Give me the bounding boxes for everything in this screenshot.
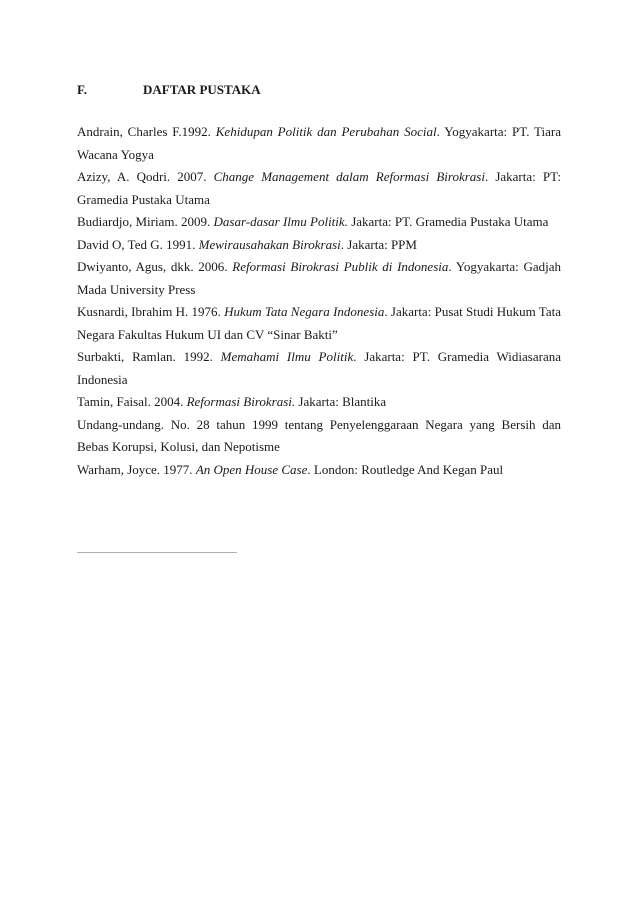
reference-entry [77,346,561,391]
reference-publisher: Jakarta: PT. Gramedia Pustaka Utama [347,214,549,229]
reference-author-year: Kusnardi, Ibrahim H. 1976. [77,304,225,319]
reference-publisher: . London: Routledge And Kegan Paul [307,461,504,477]
reference-title: Reformasi Birokrasi Publik di Indonesia [232,259,449,274]
reference-entry [77,234,561,257]
reference-entry [77,301,561,346]
reference-author-year: Dwiyanto, Agus, dkk. 2006. [77,259,233,274]
section-title: DAFTAR PUSTAKA [143,82,261,97]
reference-publisher: . Jakarta: PPM [340,236,417,252]
reference-title: Hukum Tata Negara Indonesia [224,304,385,319]
reference-author-year: Budiardjo, Miriam. 2009. [77,214,214,229]
reference-entry [77,166,561,211]
reference-entry [77,459,561,482]
reference-title: Change Management dalam Reformasi Birokrasi [213,169,485,184]
reference-title: An Open House Case [195,461,308,477]
reference-entry [77,256,561,301]
reference-author-year: Surbakti, Ramlan. 1992. [77,349,221,364]
reference-publisher: . Yogyakarta: PT. Tiara Wacana Yogya [77,124,562,162]
reference-entry [77,121,561,166]
reference-author-year: Tamin, Faisal. 2004. [77,394,187,409]
reference-publisher: . Jakarta: Pusat Studi Hukum Tata Negara Fakultas Hukum UI dan CV “Sinar Bakti” [77,304,561,342]
reference-title: Mewirausahakan Birokrasi [198,236,341,252]
reference-entry [77,414,561,459]
reference-publisher: Jakarta: Blantika [295,394,387,409]
section-number: F. [77,82,87,97]
reference-list [77,121,561,481]
section-heading [77,82,261,98]
reference-publisher: . Jakarta: PT: Gramedia Pustaka Utama [77,169,561,207]
reference-entry [77,391,561,414]
reference-author-year: Warham, Joyce. 1977. [77,461,196,477]
footnote-separator [77,552,237,553]
reference-publisher: . Jakarta: PT. Gramedia Widiasarana Indonesia [77,349,561,387]
reference-title: Kehidupan Politik dan Perubahan Social [215,124,437,139]
reference-author-year: Andrain, Charles F.1992. [77,124,216,139]
reference-entry [77,211,561,234]
reference-author-year: Undang-undang. No. 28 tahun 1999 tentang Penyelenggaraan Negara yang Bersih dan Bebas Korupsi, Kolusi, dan Nepotisme [77,416,561,454]
reference-title: Dasar-dasar Ilmu Politik. [213,214,348,229]
reference-title: Reformasi Birokrasi. [186,394,296,409]
reference-author-year: Azizy, A. Qodri. 2007. [77,169,214,184]
reference-author-year: David O, Ted G. 1991. [77,236,199,252]
reference-title: Memahami Ilmu Politik [220,349,354,364]
reference-publisher: . Yogyakarta: Gadjah Mada University Press [77,259,562,297]
